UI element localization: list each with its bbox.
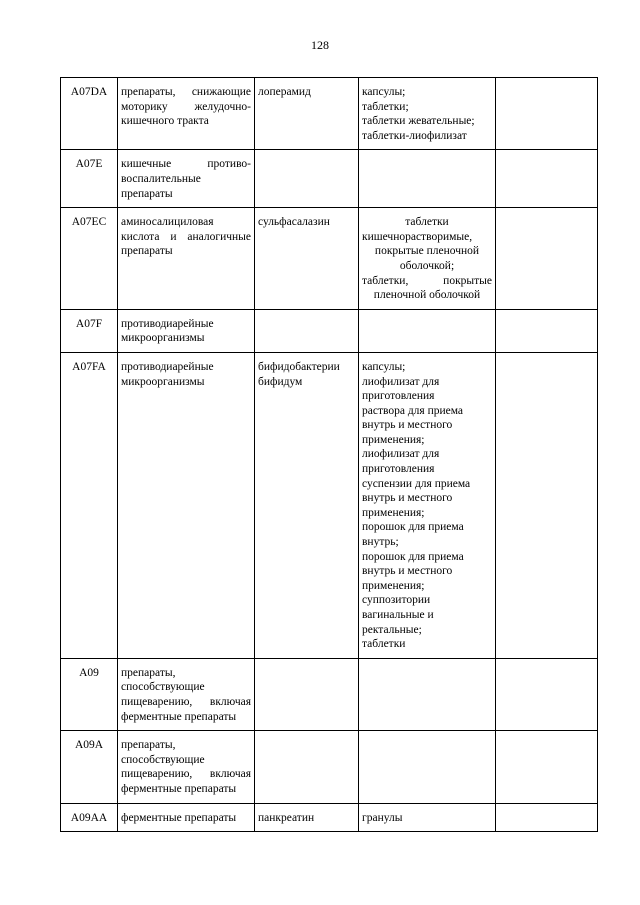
dosage-form-line: применения;: [362, 433, 425, 446]
dosage-form-line: применения;: [362, 579, 425, 592]
dosage-form-cell: [359, 309, 496, 352]
dosage-form-line: внутрь и местного: [362, 565, 453, 578]
group-name-line: препараты, снижающие: [121, 86, 251, 98]
table-row: [61, 150, 598, 208]
group-name-cell: [118, 658, 255, 730]
dosage-form-line: порошок для приема: [362, 550, 464, 563]
dosage-form-line: таблетки-лиофилизат: [362, 129, 467, 142]
empty-cell: [496, 309, 598, 352]
group-name-line: микроорганизмы: [121, 332, 205, 345]
group-name-line: микроорганизмы: [121, 375, 205, 388]
atc-code-cell: A07F: [61, 309, 118, 352]
atc-code-cell: A07EC: [61, 208, 118, 310]
group-name-line: противодиарейные: [121, 317, 214, 330]
inn-cell: сульфасалазин: [255, 208, 359, 310]
dosage-form-cell: [359, 803, 496, 832]
group-name-line: ферментные препараты: [121, 782, 237, 795]
empty-cell: [496, 658, 598, 730]
group-name-line: ферментные препараты: [121, 710, 237, 723]
inn-cell: лоперамид: [255, 78, 359, 150]
empty-cell: [496, 208, 598, 310]
group-name-line: кишечного тракта: [121, 115, 209, 128]
atc-code-cell: A09A: [61, 731, 118, 803]
dosage-form-line: порошок для приема: [362, 521, 464, 534]
atc-code-cell: A07DA: [61, 78, 118, 150]
dosage-form-line: внутрь;: [362, 536, 399, 549]
atc-code-cell: A07E: [61, 150, 118, 208]
table-row: [61, 309, 598, 352]
group-name-line: пищеварению, включая: [121, 768, 251, 781]
dosage-form-line: внутрь и местного: [362, 419, 453, 432]
group-name-line: противодиарейные: [121, 360, 214, 373]
atc-code-cell: A09AA: [61, 803, 118, 832]
group-name-line: препараты: [121, 245, 173, 258]
table-row: [61, 658, 598, 730]
group-name-line: способствующие: [121, 681, 205, 694]
empty-cell: [496, 803, 598, 832]
dosage-form-cell: [359, 352, 496, 658]
dosage-form-line: лиофилизат для: [362, 375, 440, 388]
dosage-form-line: раствора для приема: [362, 404, 464, 417]
group-name-line: препараты,: [121, 666, 176, 679]
atc-code-cell: A09: [61, 658, 118, 730]
group-name-cell: [118, 352, 255, 658]
dosage-form-cell: [359, 658, 496, 730]
group-name-line: препараты: [121, 187, 173, 200]
empty-cell: [496, 150, 598, 208]
dosage-form-line: применения;: [362, 506, 425, 519]
inn-cell: [255, 309, 359, 352]
group-name-cell: [118, 309, 255, 352]
inn-cell: бифидобактерии бифидум: [255, 352, 359, 658]
group-name-line: ферментные препараты: [121, 811, 237, 824]
inn-cell: [255, 150, 359, 208]
group-name-line: кишечные противо-: [121, 158, 251, 171]
inn-cell: [255, 658, 359, 730]
dosage-form-line: внутрь и местного: [362, 492, 453, 505]
dosage-form-line: капсулы;: [362, 86, 406, 98]
dosage-form-line: оболочкой;: [399, 259, 455, 272]
page-number: 128: [311, 38, 329, 52]
dosage-form-cell: [359, 150, 496, 208]
group-name-cell: [118, 208, 255, 310]
group-name-line: аминосалициловая: [121, 216, 214, 229]
group-name-line: кислота и аналогичные: [121, 230, 251, 243]
drug-table: [60, 77, 598, 832]
inn-cell: [255, 731, 359, 803]
dosage-form-line: таблетки: [362, 638, 406, 651]
empty-cell: [496, 78, 598, 150]
group-name-cell: [118, 150, 255, 208]
inn-cell: панкреатин: [255, 803, 359, 832]
table-row: [61, 731, 598, 803]
empty-cell: [496, 352, 598, 658]
dosage-form-cell: [359, 208, 496, 310]
dosage-form-cell: [359, 78, 496, 150]
dosage-form-line: лиофилизат для: [362, 448, 440, 461]
group-name-line: моторику желудочно-: [121, 100, 251, 113]
dosage-form-line: таблетки, покрытые: [362, 274, 492, 287]
dosage-form-line: суппозитории: [362, 594, 431, 607]
dosage-form-line: пленочной оболочкой: [373, 289, 481, 302]
group-name-cell: [118, 78, 255, 150]
dosage-form-line: суспензии для приема: [362, 477, 471, 490]
group-name-cell: [118, 803, 255, 832]
dosage-form-line: таблетки: [405, 216, 449, 229]
group-name-line: пищеварению, включая: [121, 695, 251, 708]
dosage-form-line: покрытые пленочной: [374, 245, 480, 258]
group-name-cell: [118, 731, 255, 803]
dosage-form-line: капсулы;: [362, 360, 406, 373]
group-name-line: способствующие: [121, 753, 205, 766]
group-name-line: воспалительные: [121, 172, 201, 185]
dosage-form-line: таблетки;: [362, 100, 409, 113]
dosage-form-line: вагинальные и: [362, 609, 434, 621]
dosage-form-line: кишечнорастворимые,: [362, 230, 473, 243]
dosage-form-line: ректальные;: [362, 623, 422, 636]
table-row: [61, 803, 598, 832]
dosage-form-line: приготовления: [362, 390, 435, 403]
empty-cell: [496, 731, 598, 803]
dosage-form-cell: [359, 731, 496, 803]
dosage-form-line: приготовления: [362, 463, 435, 476]
table-row: [61, 78, 598, 150]
table-row: [61, 208, 598, 310]
dosage-form-line: таблетки жевательные;: [362, 115, 475, 128]
table-row: [61, 352, 598, 658]
atc-code-cell: A07FA: [61, 352, 118, 658]
dosage-form-line: гранулы: [362, 811, 403, 824]
group-name-line: препараты,: [121, 739, 176, 752]
